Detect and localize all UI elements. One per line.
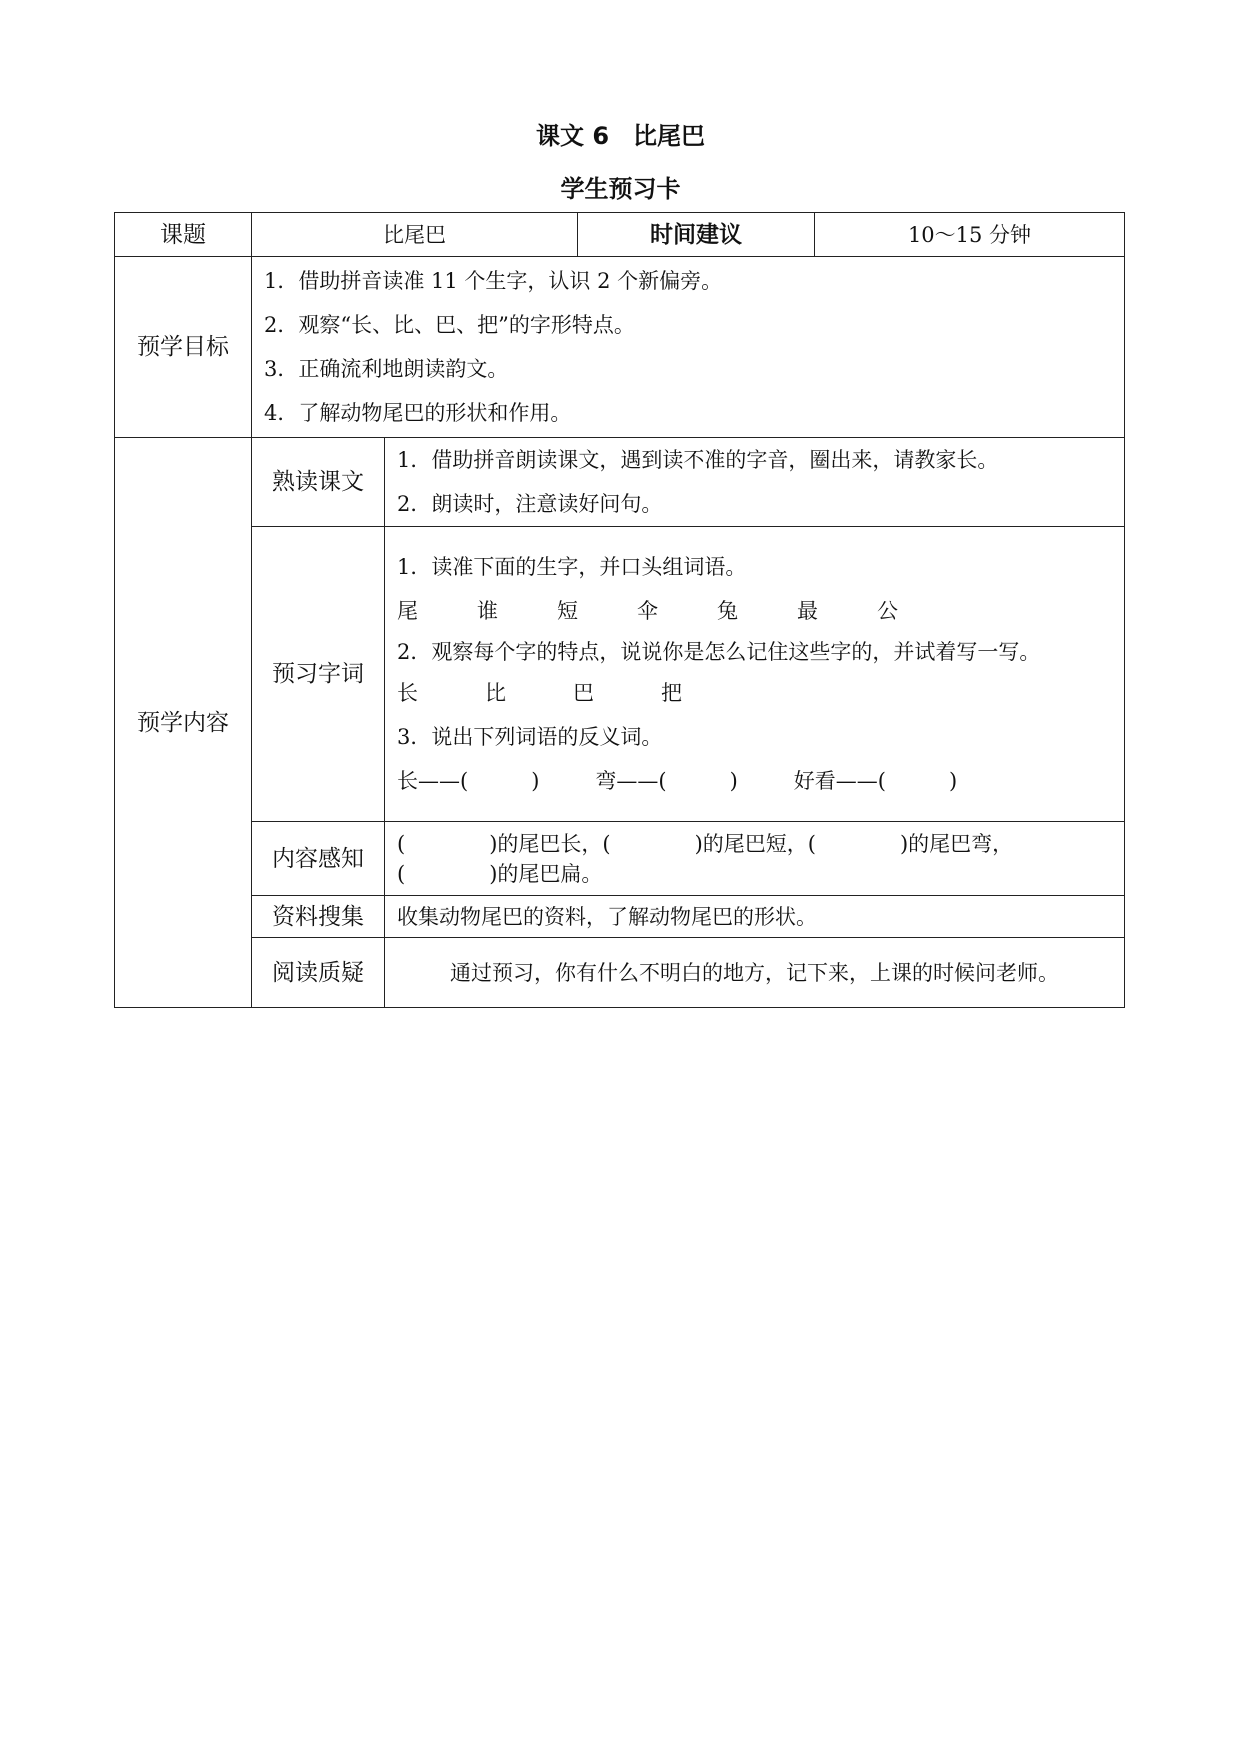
document-title: 课文 6 比尾巴	[535, 122, 706, 150]
words-item-2: 2．观察每个字的特点，说说你是怎么记住这些字的，并试着写一写。	[397, 640, 1041, 664]
character: 兔	[717, 599, 738, 623]
goal-item: 4．了解动物尾巴的形状和作用。	[264, 401, 572, 425]
perception-text: ( )的尾巴长，( )的尾巴短，( )的尾巴弯，( )的尾巴扁。	[397, 831, 1014, 886]
character: 把	[661, 681, 682, 705]
goals-label: 预学目标	[115, 257, 252, 438]
reading-item: 2．朗读时，注意读好问句。	[397, 492, 663, 516]
question-text: 通过预习，你有什么不明白的地方，记下来，上课的时候问老师。	[450, 960, 1059, 985]
words-item-1: 1．读准下面的生字，并口头组词语。	[397, 555, 747, 579]
reading-item: 1．借助拼音朗读课文，遇到读不准的字音，圈出来，请教家长。	[397, 448, 999, 472]
antonym-blank: 长——( )	[397, 769, 540, 793]
character: 巴	[573, 681, 594, 705]
topic-label: 课题	[115, 213, 252, 257]
document-subtitle: 学生预习卡	[560, 175, 681, 203]
character: 短	[557, 599, 578, 623]
goal-item: 1．借助拼音读准 11 个生字，认识 2 个新偏旁。	[264, 269, 723, 293]
time-label: 时间建议	[578, 213, 815, 257]
goal-item: 2．观察“长、比、巴、把”的字形特点。	[264, 313, 635, 337]
observe-characters-list	[397, 671, 1112, 715]
time-value: 10～15 分钟	[815, 213, 1125, 257]
goals-content	[252, 257, 1125, 438]
words-item-3: 3．说出下列词语的反义词。	[397, 725, 663, 749]
words-label: 预习字词	[252, 527, 385, 822]
character: 最	[797, 599, 818, 623]
content-label: 预学内容	[115, 438, 252, 1008]
reading-content	[385, 438, 1125, 527]
perception-label: 内容感知	[252, 822, 385, 896]
words-row	[115, 527, 1125, 822]
collect-row	[115, 896, 1125, 938]
character: 尾	[397, 599, 418, 623]
character: 谁	[477, 599, 498, 623]
reading-row	[115, 438, 1125, 527]
goal-item: 3．正确流利地朗读韵文。	[264, 357, 509, 381]
character: 长	[397, 681, 418, 705]
collect-content	[385, 896, 1125, 938]
antonym-list	[397, 759, 1112, 803]
new-characters-list	[397, 589, 1112, 633]
goals-row	[115, 257, 1125, 438]
character: 比	[485, 681, 506, 705]
antonym-blank: 好看——( )	[793, 769, 958, 793]
character: 公	[877, 599, 898, 623]
topic-value: 比尾巴	[252, 213, 578, 257]
reading-label: 熟读课文	[252, 438, 385, 527]
question-label: 阅读质疑	[252, 938, 385, 1008]
collect-text: 收集动物尾巴的资料，了解动物尾巴的形状。	[397, 904, 817, 929]
perception-row	[115, 822, 1125, 896]
collect-label: 资料搜集	[252, 896, 385, 938]
perception-content	[385, 822, 1125, 896]
header-row	[115, 213, 1125, 257]
character: 伞	[637, 599, 658, 623]
words-content	[385, 527, 1125, 822]
question-row	[115, 938, 1125, 1008]
question-content	[385, 938, 1125, 1008]
preview-card-table	[114, 212, 1125, 1008]
antonym-blank: 弯——( )	[595, 769, 738, 793]
